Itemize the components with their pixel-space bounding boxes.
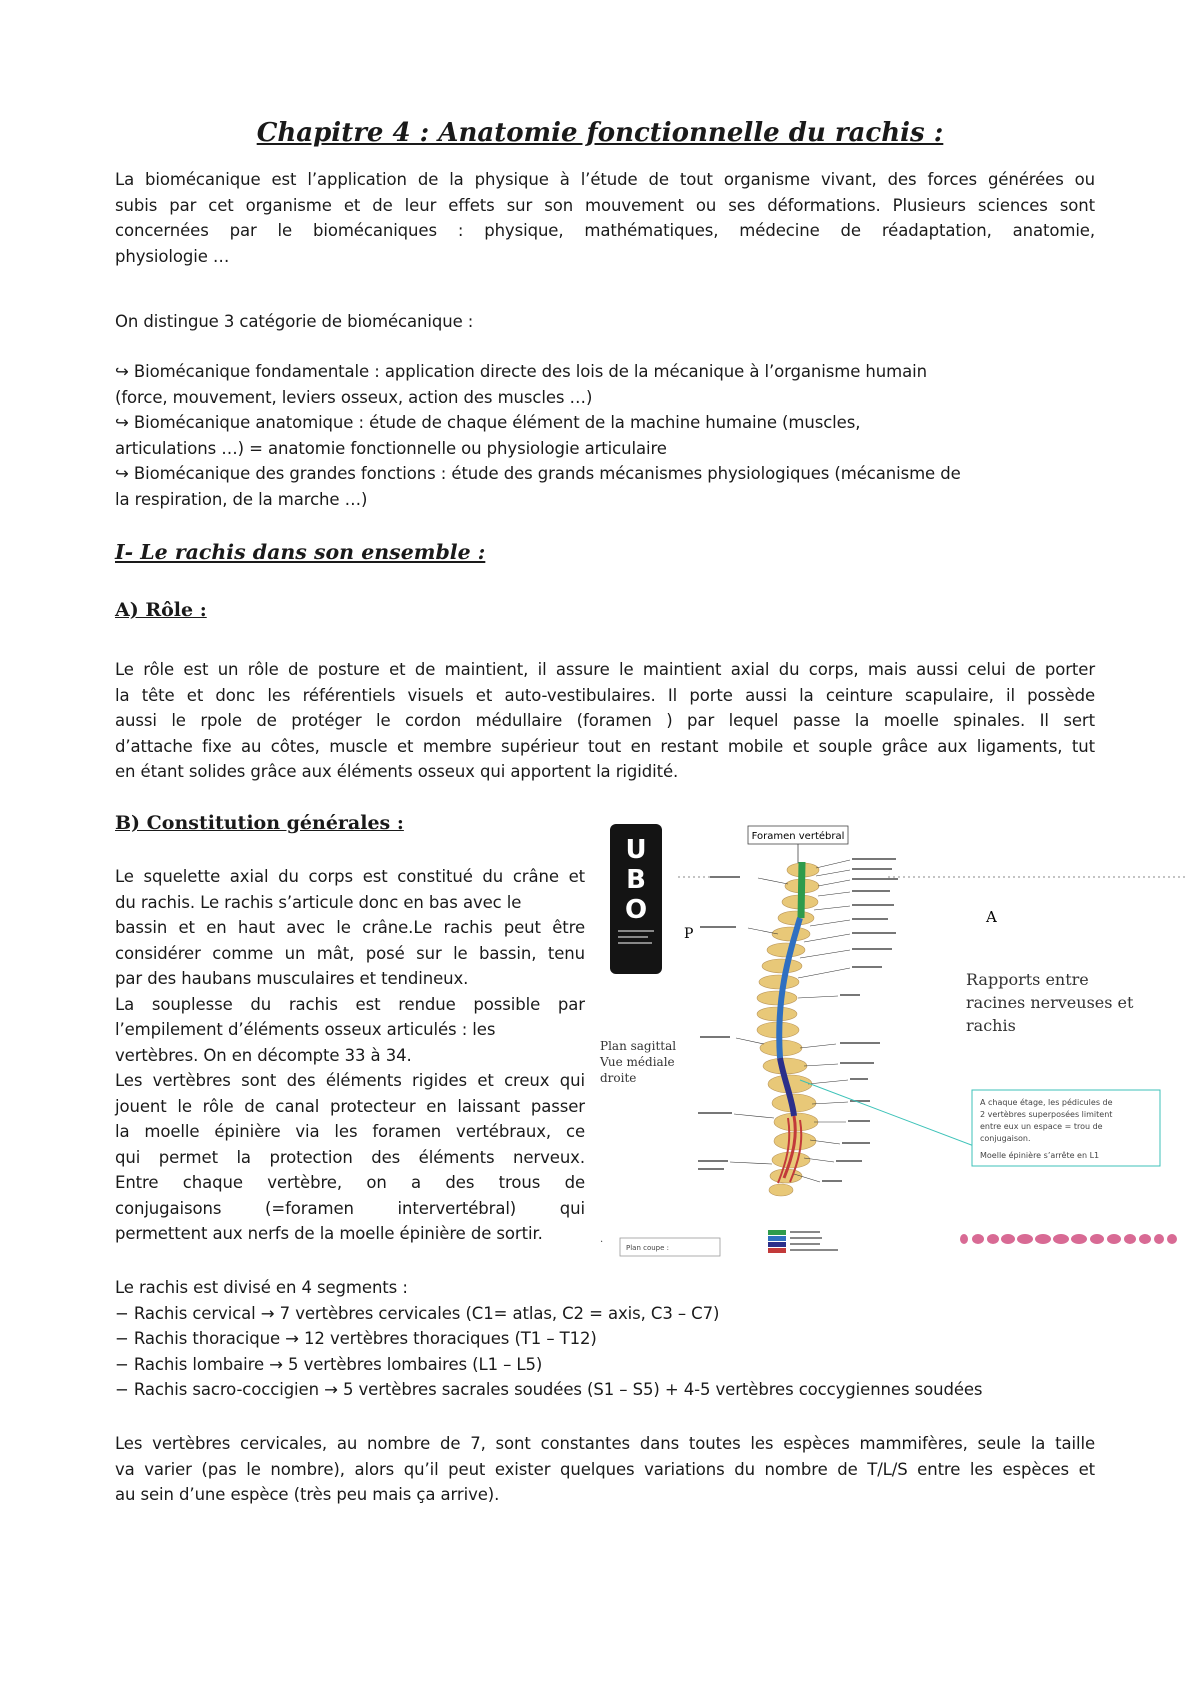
svg-text:U: U: [625, 835, 647, 865]
closing-line: va varier (pas le nombre), alors qu’il peut exister quelques variations du nombre de T/L/S entre les espèces et: [115, 1459, 1095, 1479]
intro-line: subis par cet organisme et de leur effets sur son mouvement ou ses déformations. Plusieurs sciences sont: [115, 195, 1095, 215]
logo-badge: [610, 824, 662, 974]
plan-line: droite: [600, 1071, 637, 1085]
categories-list: [115, 359, 1095, 512]
anterior-label: A: [986, 908, 997, 926]
constitution-line: la moelle épinière via les foramen vertébraux, ce: [115, 1122, 585, 1141]
constitution-line: l’empilement d’éléments osseux articulés : les: [115, 1020, 496, 1039]
subsection-heading-constitution: B) Constitution générales :: [115, 812, 404, 834]
segments-block: [115, 1275, 1095, 1403]
bead-border: [960, 1234, 1177, 1244]
segments-intro: Le rachis est divisé en 4 segments :: [115, 1278, 408, 1297]
constitution-line: bassin et en haut avec le crâne.Le rachis peut être: [115, 918, 585, 937]
svg-text:.: .: [600, 1234, 604, 1245]
role-line: Le rôle est un rôle de posture et de maintient, il assure le maintient axial du corps, mais aussi celui de porter: [115, 660, 1095, 679]
role-line: d’attache fixe au côtes, muscle et membre supérieur tout en restant mobile et souple grâce aux ligaments, tut: [115, 736, 1095, 756]
constitution-line: vertèbres. On en décompte 33 à 34.: [115, 1045, 412, 1065]
note-line: A chaque étage, les pédicules de: [980, 1098, 1113, 1107]
constitution-paragraph: [115, 864, 585, 1247]
note-line: Moelle épinière s’arrête en L1: [980, 1151, 1100, 1160]
category-line: ↪ Biomécanique fondamentale : application directe des lois de la mécanique à l’organisme humain: [115, 362, 927, 381]
intro-line: physiologie …: [115, 246, 230, 266]
note-line: conjugaison.: [980, 1134, 1031, 1143]
category-line: la respiration, de la marche …): [115, 489, 368, 509]
closing-paragraph: [115, 1431, 1095, 1508]
note-line: 2 vertèbres superposées limitent: [980, 1110, 1113, 1119]
category-line: ↪ Biomécanique des grandes fonctions : étude des grands mécanismes physiologiques (mécanisme de: [115, 464, 961, 483]
category-line: (force, mouvement, leviers osseux, action des muscles …): [115, 387, 593, 407]
spine-figure: [588, 818, 1186, 1266]
role-paragraph: [115, 657, 1095, 785]
constitution-line: conjugaisons (=foramen intervertébral) qui: [115, 1198, 585, 1218]
svg-text:B: B: [626, 865, 646, 895]
constitution-line: du rachis. Le rachis s’articule donc en bas avec le: [115, 892, 522, 912]
spine-figure-svg: [588, 818, 1186, 1266]
intro-line: concernées par le biomécaniques : physique, mathématiques, médecine de réadaptation, anatomie,: [115, 221, 1095, 240]
segment-item-cervical: − Rachis cervical → 7 vertèbres cervicales (C1= atlas, C2 = axis, C3 – C7): [115, 1303, 720, 1323]
plan-line: Vue médiale: [600, 1055, 675, 1069]
constitution-line: permettent aux nerfs de la moelle épinière de sortir.: [115, 1224, 543, 1243]
intro-line: La biomécanique est l’application de la physique à l’étude de tout organisme vivant, des forces générées ou: [115, 170, 1095, 189]
segment-item-thoracic: − Rachis thoracique → 12 vertèbres thoraciques (T1 – T12): [115, 1329, 597, 1348]
categories-intro: On distingue 3 catégorie de biomécanique :: [115, 312, 474, 331]
note-box: [972, 1090, 1160, 1166]
svg-text:O: O: [624, 895, 648, 925]
subsection-heading-role: A) Rôle :: [115, 599, 207, 621]
constitution-line: jouent le rôle de canal protecteur en laissant passer: [115, 1096, 585, 1116]
category-line: ↪ Biomécanique anatomique : étude de chaque élément de la machine humaine (muscles,: [115, 413, 861, 432]
rapports-line: rachis: [966, 1016, 1016, 1035]
constitution-line: La souplesse du rachis est rendue possible par: [115, 994, 585, 1014]
constitution-line: Entre chaque vertèbre, on a des trous de: [115, 1173, 585, 1192]
posterior-label: P: [684, 926, 694, 942]
role-line: aussi le rpole de protéger le cordon médullaire (foramen ) par lequel passe la moelle spinales. Il sert: [115, 711, 1095, 730]
category-line: articulations …) = anatomie fonctionnelle ou physiologie articulaire: [115, 438, 667, 458]
constitution-line: par des haubans musculaires et tendineux.: [115, 969, 469, 988]
intro-paragraph: [115, 167, 1095, 269]
constitution-line: considérer comme un mât, posé sur le bassin, tenu: [115, 943, 585, 963]
note-line: entre eux un espace = trou de: [980, 1122, 1103, 1131]
role-line: la tête et donc les référentiels visuels et auto-vestibulaires. Il porte aussi la ceinture scapulaire, il possède: [115, 685, 1095, 705]
role-line: en étant solides grâce aux éléments osseux qui apportent la rigidité.: [115, 762, 679, 781]
plan-line: Plan sagittal: [600, 1039, 677, 1053]
closing-line: Les vertèbres cervicales, au nombre de 7, sont constantes dans toutes les espèces mammifères, seule la taille: [115, 1434, 1095, 1453]
closing-line: au sein d’une espèce (très peu mais ça arrive).: [115, 1485, 500, 1504]
color-legend: [768, 1230, 838, 1253]
section-heading: I- Le rachis dans son ensemble :: [115, 540, 486, 564]
segment-item-lumbar: − Rachis lombaire → 5 vertèbres lombaires (L1 – L5): [115, 1354, 543, 1374]
constitution-line: Le squelette axial du corps est constitué du crâne et: [115, 867, 585, 886]
foramen-label: Foramen vertébral: [751, 831, 845, 842]
segment-item-sacrococcygeal: − Rachis sacro-coccigien → 5 vertèbres sacrales soudées (S1 – S5) + 4-5 vertèbres coccygiennes soudées: [115, 1380, 983, 1399]
constitution-line: qui permet la protection des éléments nerveux.: [115, 1147, 585, 1167]
plan-coupe-label: Plan coupe :: [626, 1244, 670, 1252]
rapports-line: Rapports entre: [966, 970, 1089, 989]
chapter-title: Chapitre 4 : Anatomie fonctionnelle du rachis :: [256, 118, 944, 148]
rapports-line: racines nerveuses et: [966, 993, 1134, 1012]
constitution-line: Les vertèbres sont des éléments rigides et creux qui: [115, 1071, 585, 1090]
